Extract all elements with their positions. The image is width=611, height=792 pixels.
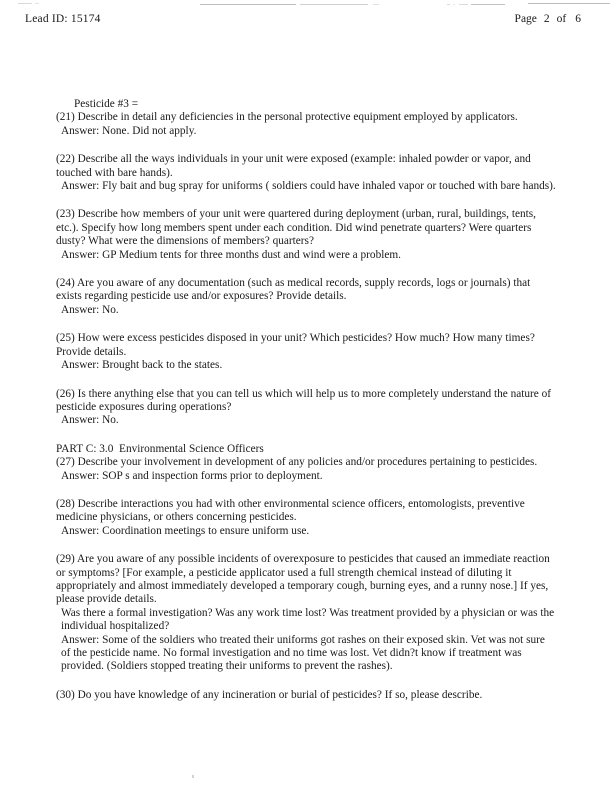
page-total-number: 6 [575, 13, 581, 25]
question-text: (21) Describe in detail any deficiencies in the personal protective equipment employed by applicators. [56, 111, 518, 124]
page-label: Page [514, 13, 537, 25]
answer-text: Answer: Fly bait and bug spray for uniforms ( soldiers could have inhaled vapor or touched with bare hands). [61, 180, 556, 193]
scan-streak [471, 4, 505, 5]
scan-streak [453, 4, 455, 5]
page-of-label: of [556, 13, 567, 25]
qa-block-27 [56, 443, 556, 483]
answer-text: Answer: Coordination meetings to ensure uniform use. [61, 524, 310, 537]
scan-streak [373, 4, 379, 5]
scan-streak [528, 3, 610, 4]
running-head [0, 13, 611, 29]
scan-speck [192, 775, 194, 778]
qa-block-25 [56, 332, 556, 372]
answer-text: Answer: SOP s and inspection forms prior to deployment. [61, 469, 323, 482]
pesticide-entry-line: Pesticide #3 = [74, 98, 139, 110]
scan-streak [200, 4, 296, 5]
qa-block-30 [56, 689, 556, 702]
question-text: (25) How were excess pesticides disposed in your unit? Which pesticides? How much? How many times? Provide details. [56, 332, 535, 358]
answer-text: Answer: No. [61, 303, 119, 316]
question-text: (27) Describe your involvement in development of any policies and/or procedures pertaining to pesticides. [56, 456, 538, 469]
answer-text: Answer: GP Medium tents for three months dust and wind were a problem. [61, 248, 401, 261]
question-text: (22) Describe all the ways individuals in your unit were exposed (example: inhaled powder or vapor, and touched with bare hands). [56, 153, 531, 179]
scan-artifact-streaks [0, 0, 611, 10]
lead-id-label: Lead ID: 15174 [25, 13, 101, 25]
question-text: (24) Are you aware of any documentation (such as medical records, supply records, logs or journals) that exists regarding pesticide use and/or exposures? Provide details. [56, 277, 531, 303]
answer-text: Answer: Some of the soldiers who treated their uniforms got rashes on their exposed skin. Vet was not sure of the pesticide name. No formal investigation and no time was lost. Vet didn?t know if treatment was provided. (Soldiers stopped treating their uniforms to prevent the rashes). [61, 633, 545, 673]
qa-block-26 [56, 388, 556, 428]
question-text: (30) Do you have knowledge of any incineration or burial of pesticides? If so, please describe. [56, 688, 483, 701]
scan-streak [447, 4, 450, 5]
qa-block-23 [56, 208, 556, 262]
question-followup-text: Was there a formal investigation? Was any work time lost? Was treatment provided by a physician or was the individual hospitalized? [61, 606, 555, 633]
answer-text: Answer: No. [61, 414, 119, 427]
scan-streak [18, 3, 32, 4]
question-text: (23) Describe how members of your unit were quartered during deployment (urban, rural, buildings, tents, etc.). Specify how long members spent under each condition. Did wind penetrate quarters? Were quarters dusty? What were the dimensions of members? quarters? [56, 208, 536, 248]
qa-block-22 [56, 153, 556, 193]
document-body [56, 98, 556, 702]
page-current-number: 2 [543, 13, 550, 25]
question-text: (29) Are you aware of any possible incidents of overexposure to pesticides that caused an immediate reaction or symptoms? [For example, a pesticide applicator used a full strength chemical instead of diluting it appropriately and almost immediately developed a temporary cough, burning eyes, and a runny nose.] If yes, please provide details. [56, 553, 550, 606]
scan-streak [459, 4, 468, 5]
question-text: (26) Is there anything else that you can tell us which will help us to more completely understand the nature of pesticide exposures during operations? [56, 387, 552, 413]
scan-streak [35, 3, 39, 4]
qa-block-28 [56, 498, 556, 538]
question-text: (28) Describe interactions you had with other environmental science officers, entomologists, preventive medicine physicians, or others concerning pesticides. [56, 497, 525, 524]
qa-block-24 [56, 277, 556, 317]
part-c-heading: PART C: 3.0 Environmental Science Officers [56, 442, 264, 455]
scan-streak [300, 4, 368, 5]
answer-text: Answer: None. Did not apply. [61, 124, 197, 137]
page-number [515, 13, 581, 25]
qa-block-29 [56, 553, 556, 674]
answer-text: Answer: Brought back to the states. [61, 359, 223, 372]
qa-block-21 [56, 111, 556, 138]
